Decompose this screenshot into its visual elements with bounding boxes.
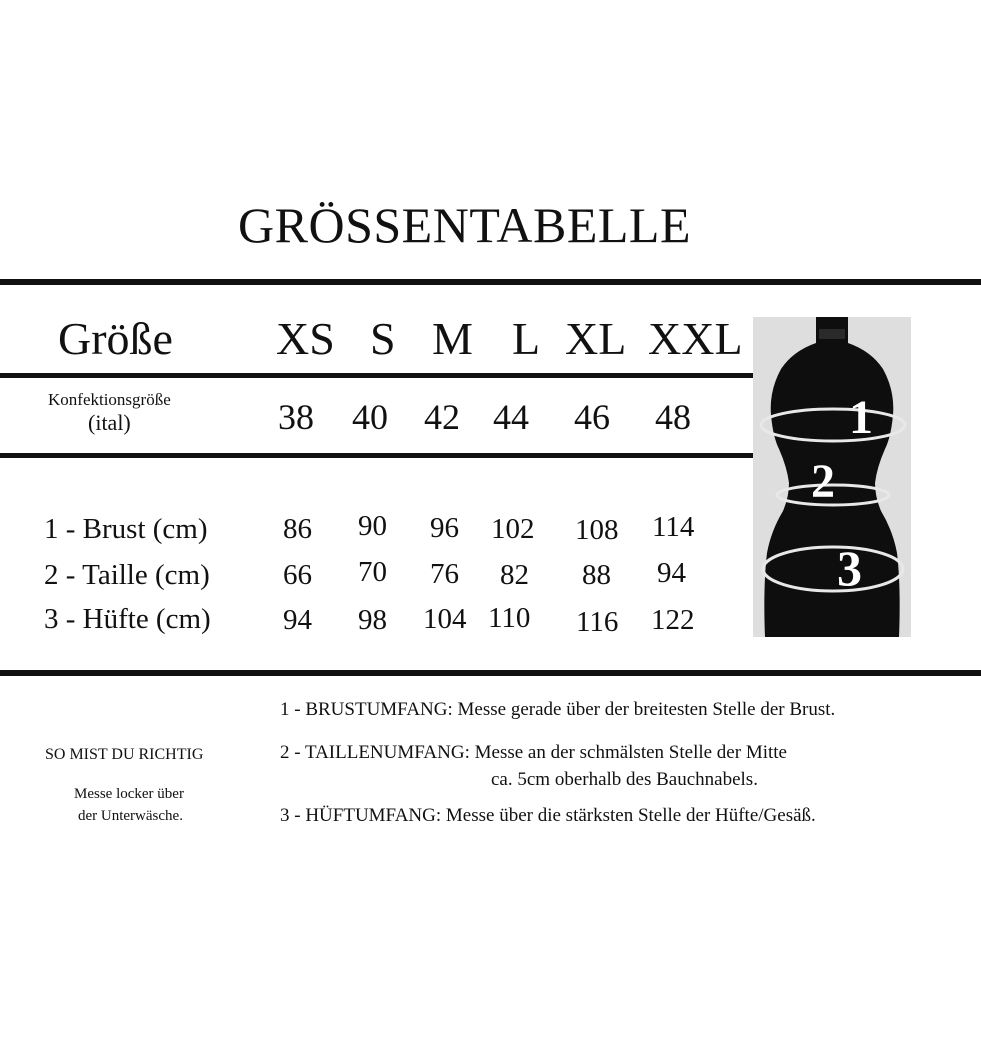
brust-s: 90 [358,510,387,542]
divider-bottom [0,670,981,676]
ital-size-42: 42 [424,397,460,437]
taille-xxl: 94 [657,557,686,589]
konfektion-label: Konfektionsgröße [48,390,171,409]
size-label: Größe [58,313,173,364]
marker-2: 2 [811,455,835,508]
row-label-brust: 1 - Brust (cm) [44,513,208,545]
ital-size-48: 48 [655,397,691,437]
divider-header [0,373,753,378]
row-label-huefte: 3 - Hüfte (cm) [44,603,211,635]
marker-3: 3 [837,540,862,596]
brust-xl: 108 [575,514,619,546]
marker-1: 1 [849,391,873,444]
huefte-s: 98 [358,604,387,636]
size-header-xxl: XXL [648,313,743,364]
ital-size-40: 40 [352,397,388,437]
divider-middle [0,453,753,458]
huefte-xl: 116 [576,606,619,638]
huefte-xs: 94 [283,604,312,636]
brust-m: 96 [430,512,459,544]
huefte-l: 110 [488,602,531,634]
mannequin-image [753,317,911,637]
size-header-xl: XL [565,313,627,364]
taille-xl: 88 [582,559,611,591]
note-taillenumfang-cont: ca. 5cm oberhalb des Bauchnabels. [491,769,758,790]
brust-l: 102 [491,513,535,545]
ital-size-38: 38 [278,397,314,437]
taille-l: 82 [500,559,529,591]
how-to-line1: Messe locker über [74,786,184,802]
size-header-s: S [370,313,396,364]
size-header-xs: XS [276,313,335,364]
taille-m: 76 [430,558,459,590]
how-to-line2: der Unterwäsche. [78,808,183,824]
taille-xs: 66 [283,559,312,591]
note-hueftumfang: 3 - HÜFTUMFANG: Messe über die stärksten Stelle der Hüfte/Gesäß. [280,805,816,826]
taille-s: 70 [358,556,387,588]
brust-xs: 86 [283,513,312,545]
note-brustumfang: 1 - BRUSTUMFANG: Messe gerade über der breitesten Stelle der Brust. [280,699,836,720]
ital-size-46: 46 [574,397,610,437]
konfektion-ital-label: (ital) [88,410,131,435]
ital-size-44: 44 [493,397,529,437]
page-title: GRÖSSENTABELLE [238,197,691,253]
size-header-m: M [432,313,473,364]
note-taillenumfang: 2 - TAILLENUMFANG: Messe an der schmälsten Stelle der Mitte [280,742,787,763]
how-to-heading: SO MIST DU RICHTIG [45,746,204,763]
row-label-taille: 2 - Taille (cm) [44,559,210,591]
brust-xxl: 114 [652,511,695,543]
huefte-xxl: 122 [651,604,695,636]
size-header-l: L [512,313,541,364]
huefte-m: 104 [423,603,467,635]
divider-top [0,279,981,285]
